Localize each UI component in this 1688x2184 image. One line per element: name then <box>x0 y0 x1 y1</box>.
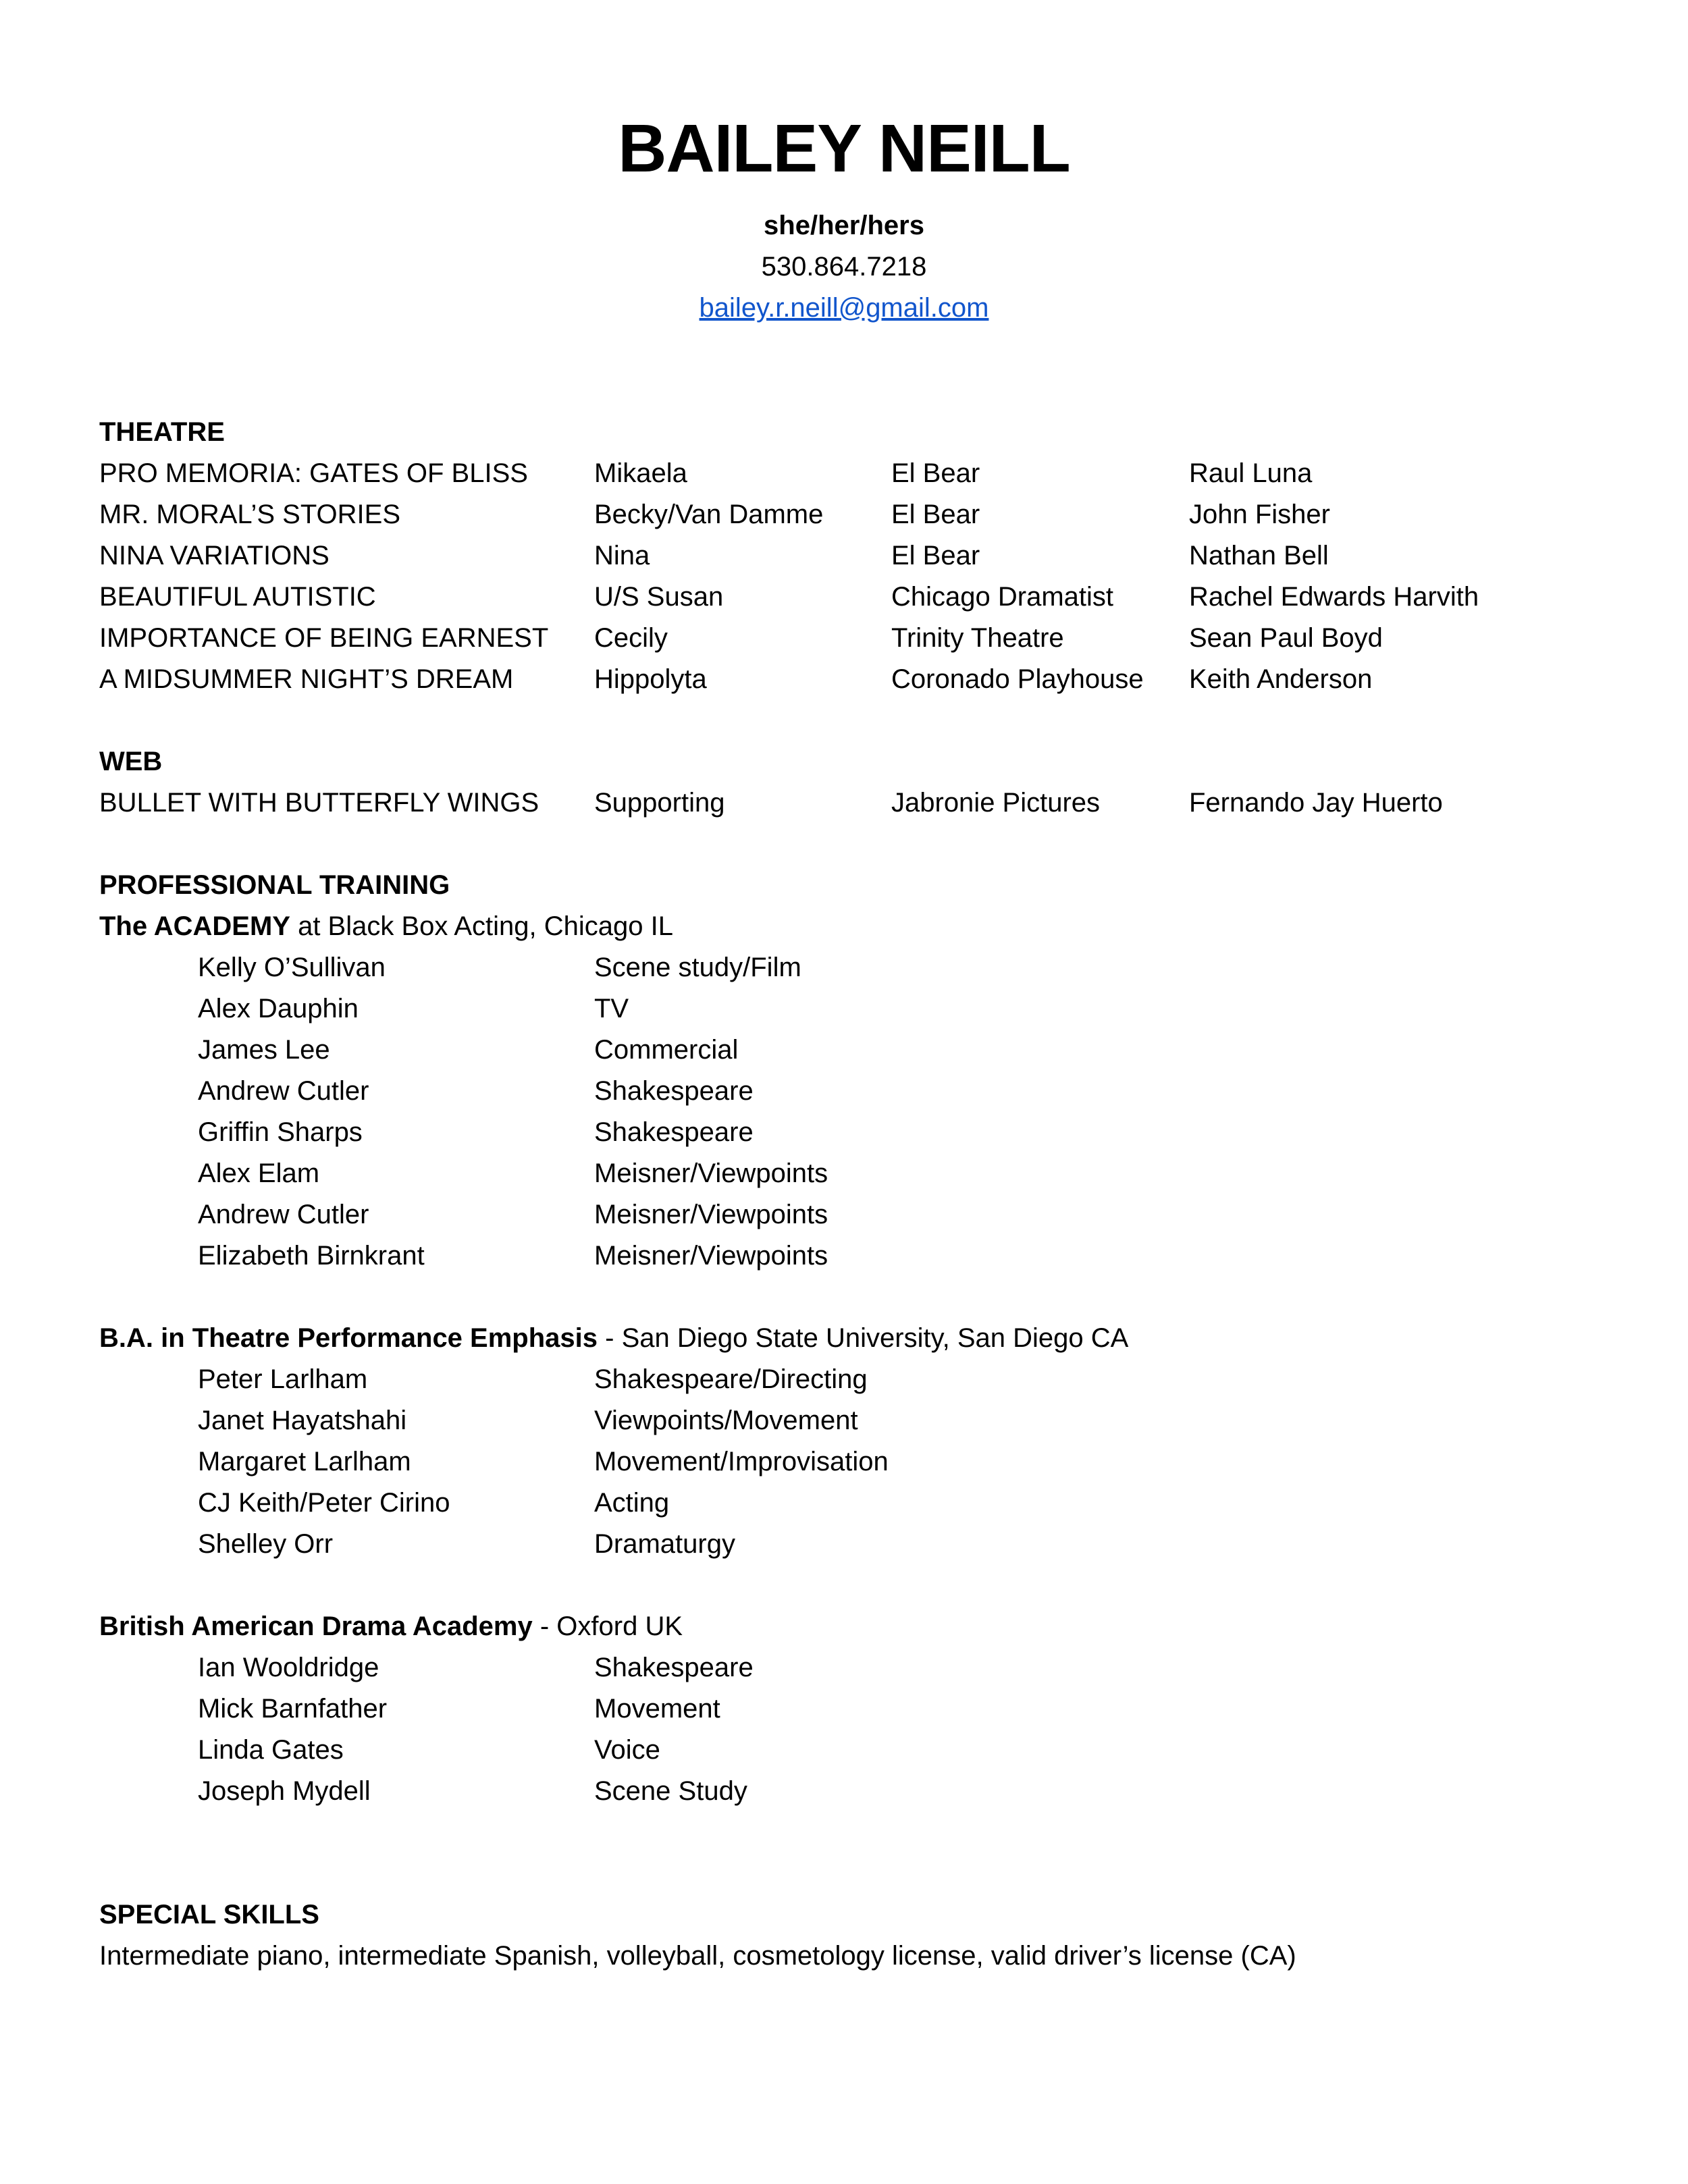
credit-director: Nathan Bell <box>1189 541 1329 570</box>
phone-number: 530.864.7218 <box>761 252 927 282</box>
training-subject: Meisner/Viewpoints <box>594 1241 828 1271</box>
credit-director: Keith Anderson <box>1189 664 1373 694</box>
teacher-name: James Lee <box>198 1035 330 1065</box>
section-heading-theatre: THEATRE <box>99 417 225 447</box>
credit-company: Chicago Dramatist <box>891 582 1114 612</box>
teacher-name: Ian Wooldridge <box>198 1653 379 1682</box>
credit-role: Cecily <box>594 623 668 653</box>
credit-company: Coronado Playhouse <box>891 664 1144 694</box>
school-location: - Oxford UK <box>532 1612 683 1641</box>
credit-title: BEAUTIFUL AUTISTIC <box>99 582 376 612</box>
teacher-name: Alex Elam <box>198 1158 320 1188</box>
credit-director: Rachel Edwards Harvith <box>1189 582 1479 612</box>
school-name: British American Drama Academy <box>99 1612 533 1641</box>
teacher-name: Andrew Cutler <box>198 1200 369 1229</box>
teacher-name: Andrew Cutler <box>198 1076 369 1106</box>
credit-director: Sean Paul Boyd <box>1189 623 1383 653</box>
credit-director: Fernando Jay Huerto <box>1189 788 1443 818</box>
training-subject: Movement <box>594 1694 720 1724</box>
training-subject: Meisner/Viewpoints <box>594 1200 828 1229</box>
school-location: - San Diego State University, San Diego CA <box>598 1323 1129 1353</box>
credit-director: John Fisher <box>1189 500 1330 529</box>
teacher-name: Alex Dauphin <box>198 994 359 1023</box>
training-subject: Movement/Improvisation <box>594 1447 889 1476</box>
credit-company: Trinity Theatre <box>891 623 1064 653</box>
credit-company: El Bear <box>891 458 980 488</box>
credit-title: MR. MORAL’S STORIES <box>99 500 401 529</box>
skills-text: Intermediate piano, intermediate Spanish, volleyball, cosmetology license, valid driver’s license (CA) <box>99 1941 1296 1971</box>
credit-title: IMPORTANCE OF BEING EARNEST <box>99 623 549 653</box>
credit-role: Nina <box>594 541 650 570</box>
teacher-name: Joseph Mydell <box>198 1776 371 1806</box>
section-heading-skills: SPECIAL SKILLS <box>99 1900 319 1929</box>
school-name: The ACADEMY <box>99 911 290 941</box>
credit-role: U/S Susan <box>594 582 724 612</box>
credit-title: BULLET WITH BUTTERFLY WINGS <box>99 788 539 818</box>
training-subject: Scene Study <box>594 1776 747 1806</box>
pronouns: she/her/hers <box>764 211 924 240</box>
teacher-name: CJ Keith/Peter Cirino <box>198 1488 450 1518</box>
credit-title: PRO MEMORIA: GATES OF BLISS <box>99 458 528 488</box>
credit-role: Becky/Van Damme <box>594 500 824 529</box>
teacher-name: Elizabeth Birnkrant <box>198 1241 425 1271</box>
school-name: B.A. in Theatre Performance Emphasis <box>99 1323 598 1353</box>
credit-role: Mikaela <box>594 458 687 488</box>
training-subject: Viewpoints/Movement <box>594 1406 858 1435</box>
credit-director: Raul Luna <box>1189 458 1313 488</box>
credit-company: El Bear <box>891 500 980 529</box>
training-subject: Dramaturgy <box>594 1529 735 1559</box>
school-heading <box>99 1325 1128 1352</box>
training-subject: Meisner/Viewpoints <box>594 1158 828 1188</box>
email-link[interactable]: bailey.r.neill@gmail.com <box>699 293 989 323</box>
school-location: at Black Box Acting, Chicago IL <box>290 911 673 941</box>
training-subject: Voice <box>594 1735 660 1765</box>
teacher-name: Margaret Larlham <box>198 1447 411 1476</box>
teacher-name: Shelley Orr <box>198 1529 334 1559</box>
training-subject: Shakespeare/Directing <box>594 1364 868 1394</box>
resume-name: BAILEY NEILL <box>618 111 1070 186</box>
credit-role: Supporting <box>594 788 725 818</box>
school-heading <box>99 1613 683 1640</box>
section-heading-training: PROFESSIONAL TRAINING <box>99 870 450 900</box>
credit-company: El Bear <box>891 541 980 570</box>
credit-title: A MIDSUMMER NIGHT’S DREAM <box>99 664 514 694</box>
teacher-name: Griffin Sharps <box>198 1117 363 1147</box>
training-subject: Shakespeare <box>594 1117 754 1147</box>
teacher-name: Mick Barnfather <box>198 1694 388 1724</box>
section-heading-web: WEB <box>99 747 163 776</box>
teacher-name: Peter Larlham <box>198 1364 368 1394</box>
teacher-name: Janet Hayatshahi <box>198 1406 407 1435</box>
training-subject: Shakespeare <box>594 1653 754 1682</box>
training-subject: Shakespeare <box>594 1076 754 1106</box>
school-heading <box>99 913 673 940</box>
training-subject: Scene study/Film <box>594 953 801 982</box>
training-subject: TV <box>594 994 629 1023</box>
training-subject: Acting <box>594 1488 670 1518</box>
teacher-name: Kelly O’Sullivan <box>198 953 386 982</box>
credit-title: NINA VARIATIONS <box>99 541 329 570</box>
training-subject: Commercial <box>594 1035 739 1065</box>
teacher-name: Linda Gates <box>198 1735 344 1765</box>
credit-company: Jabronie Pictures <box>891 788 1101 818</box>
credit-role: Hippolyta <box>594 664 707 694</box>
